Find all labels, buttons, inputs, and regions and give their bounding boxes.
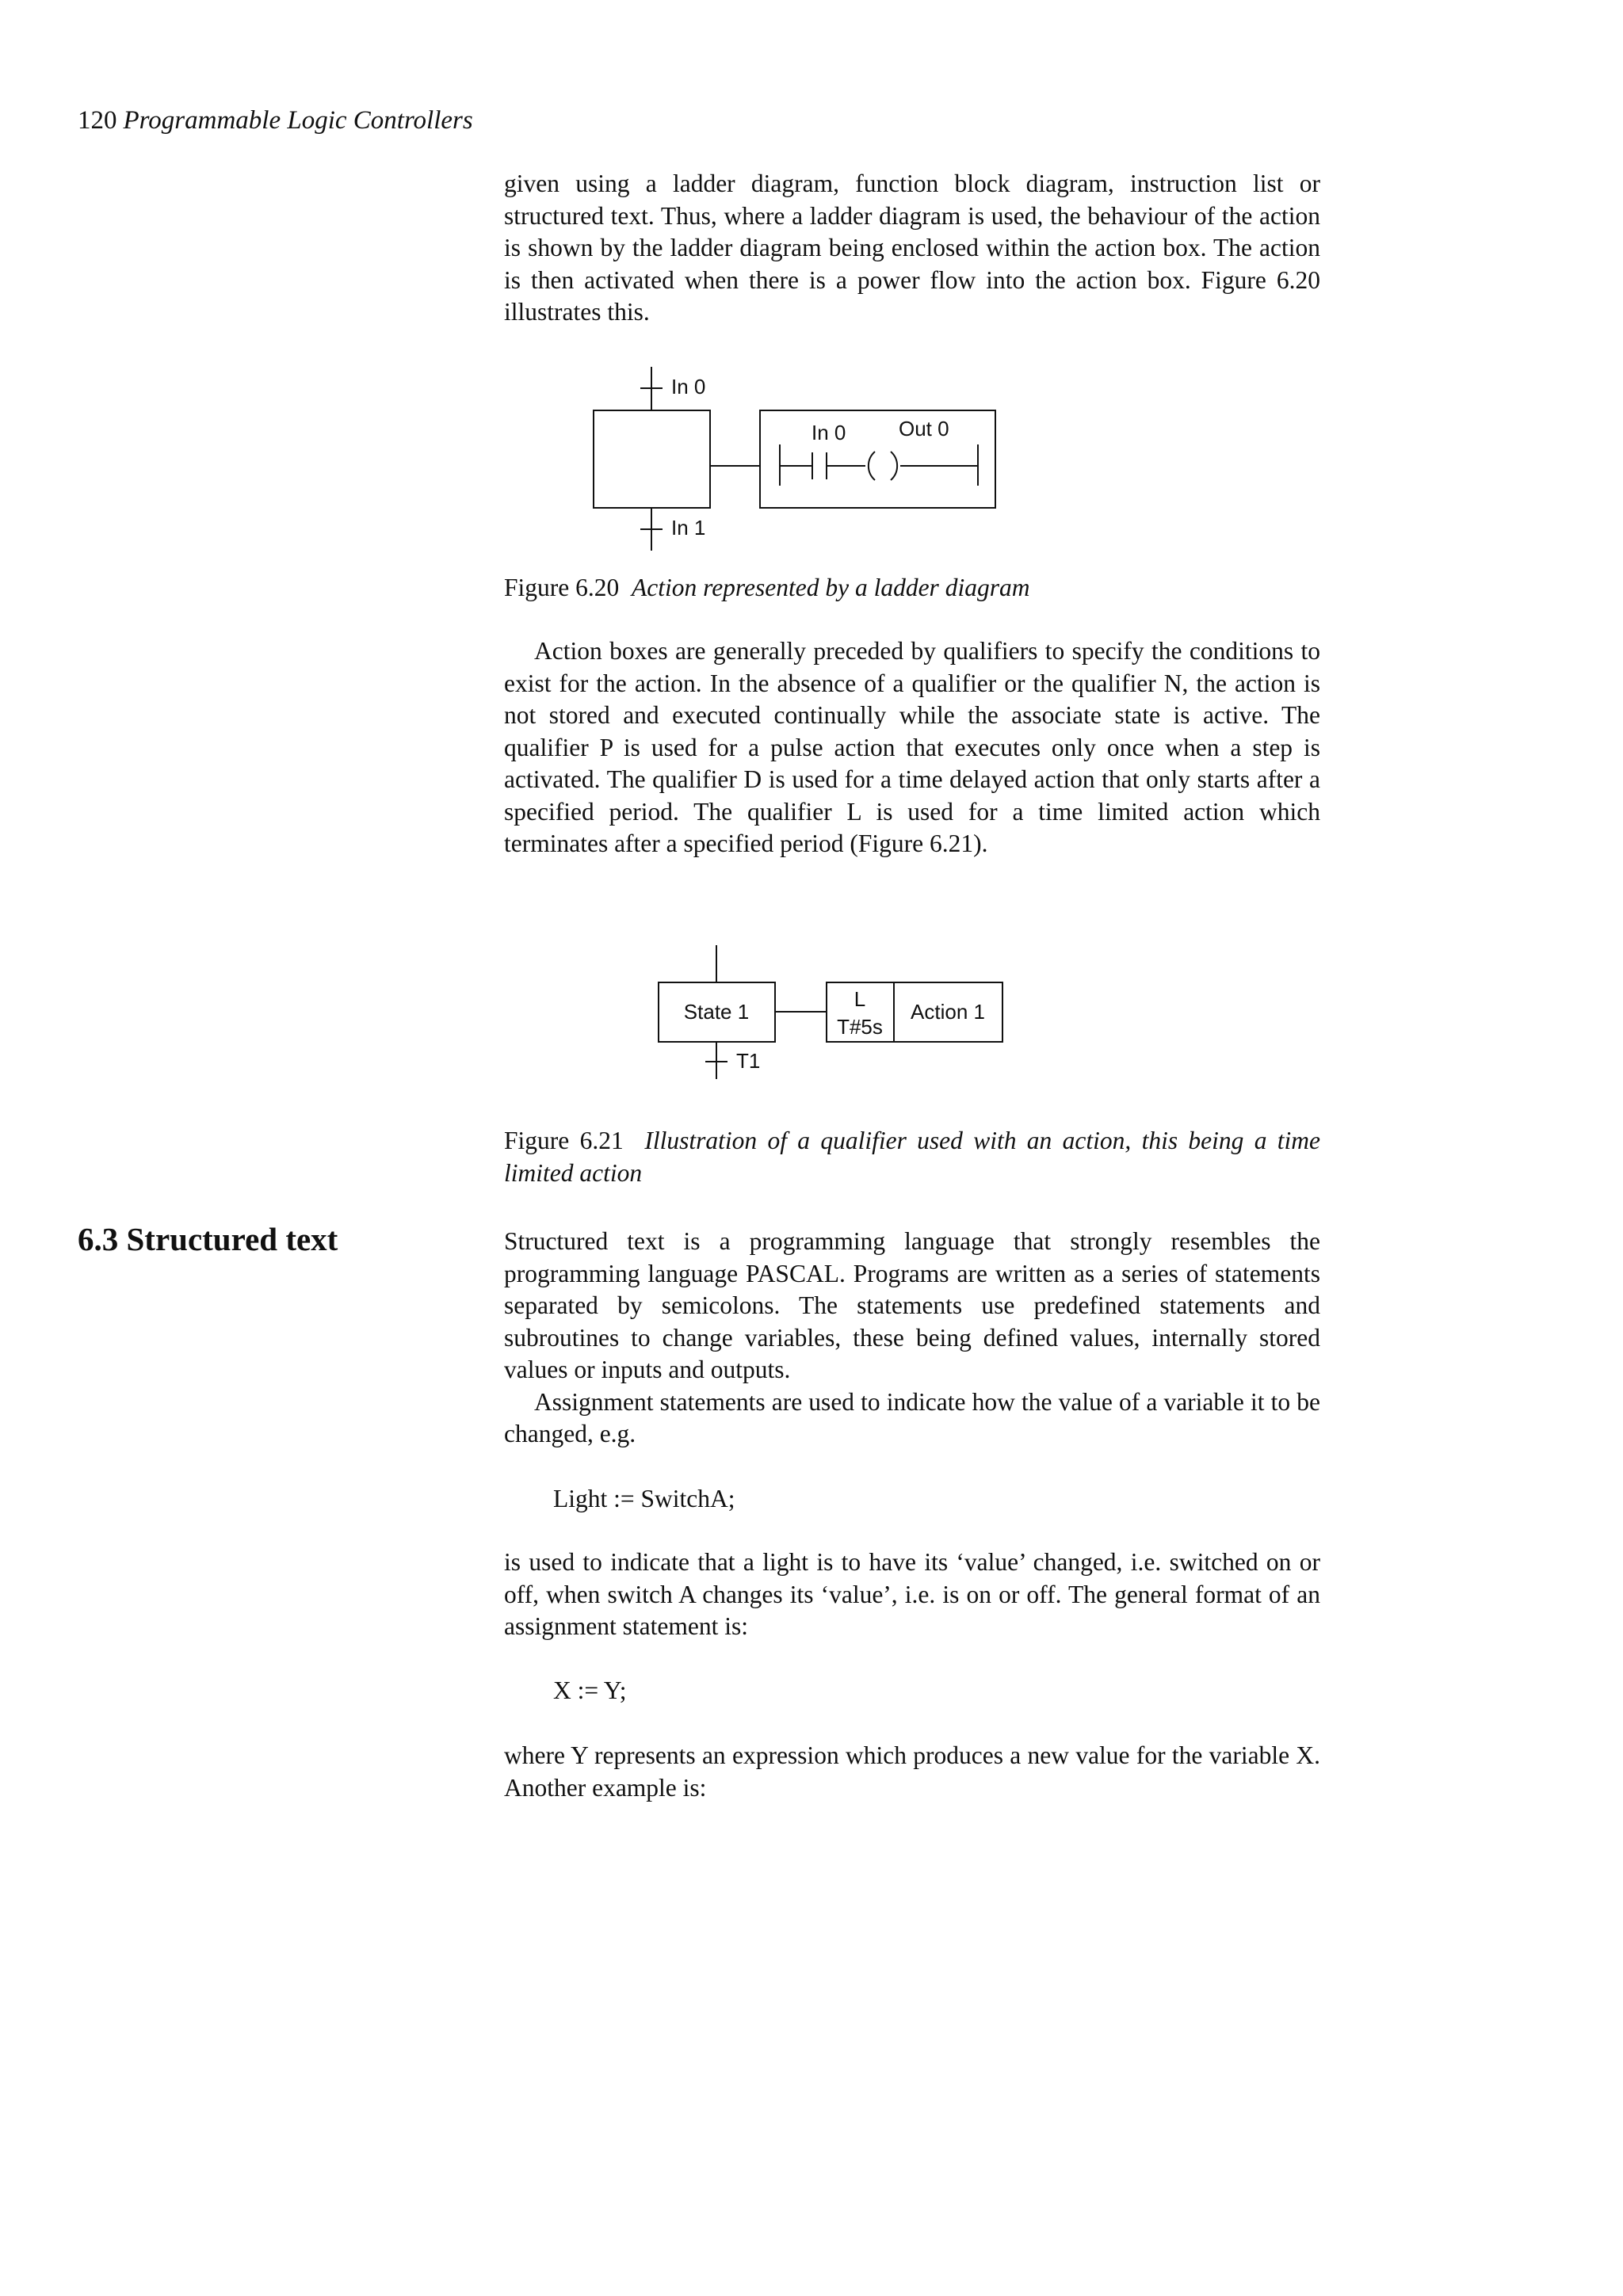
intro-block xyxy=(504,168,1320,329)
book-title: Programmable Logic Controllers xyxy=(123,106,473,135)
caption-text: Action represented by a ladder diagram xyxy=(632,574,1030,601)
qualifier-action-diagram xyxy=(504,939,1059,1097)
transition-label: T1 xyxy=(736,1049,761,1073)
qualifier-label: L xyxy=(854,987,866,1011)
code-example-2-block xyxy=(504,1675,1320,1707)
section-paragraph-4: where Y represents an expression which produces a new value for the variable X. Another example is: xyxy=(504,1741,1320,1802)
coil-left-arc xyxy=(869,452,875,480)
caption-text: Illustration of a qualifier used with an action, this being a time limited action xyxy=(504,1127,1321,1187)
figure-6-21 xyxy=(504,939,1059,1097)
caption-number: Figure 6.20 xyxy=(504,574,620,601)
figure-6-20 xyxy=(504,360,1059,559)
contact-label: In 0 xyxy=(812,421,846,444)
action-label: Action 1 xyxy=(911,1000,985,1024)
figure-caption xyxy=(504,572,1320,605)
code-example-2: X := Y; xyxy=(553,1676,627,1704)
intro-paragraph: given using a ladder diagram, function block diagram, instruction list or structured text. Thus, where a ladder diagram is used, the behaviour of the action is shown by the ladder diagram being enclosed within the action box. The action is then activated when there is a power flow into the action box. Figure 6.20 illustrates this. xyxy=(504,170,1320,326)
state-label: State 1 xyxy=(683,1000,750,1024)
section-paragraph-3: is used to indicate that a light is to have its ‘value’ changed, i.e. switched on or off, when switch A changes its ‘value’, i.e. is on or off. The general format of an assignment statement is: xyxy=(504,1548,1320,1640)
paragraph-3-block xyxy=(504,1547,1320,1643)
section-paragraph-1: Structured text is a programming language that strongly resembles the programming language PASCAL. Programs are written as a series of statements separated by semicolons. The statements use predefined statements and subroutines to change variables, these being defined values, internally stored values or inputs and outputs. xyxy=(504,1227,1320,1383)
caption-number: Figure 6.21 xyxy=(504,1127,624,1154)
code-example-1: Light := SwitchA; xyxy=(553,1485,735,1512)
section-paragraph-2: Assignment statements are used to indicate how the value of a variable it to be changed, e.g. xyxy=(504,1387,1320,1447)
transition-label-top: In 0 xyxy=(671,375,706,399)
step-box xyxy=(594,410,710,508)
qualifier-time-label: T#5s xyxy=(837,1015,883,1039)
section-heading: 6.3 Structured text xyxy=(78,1221,338,1257)
figure-6-21-caption-block xyxy=(504,1125,1320,1189)
ladder-action-diagram xyxy=(504,360,1059,559)
qualifier-paragraph: Action boxes are generally preceded by qualifiers to specify the conditions to exist for the action. In the absence of a qualifier or the qualifier N, the action is not stored and executed continually while the associate state is active. The qualifier P is used for a pulse action that executes only once when a step is activated. The qualifier D is used for a time delayed action that only starts after a specified period. The qualifier L is used for a time limited action which terminates after a specified period (Figure 6.21). xyxy=(504,637,1320,857)
code-example-1-block xyxy=(504,1483,1320,1515)
figure-caption xyxy=(504,1125,1320,1189)
coil-right-arc xyxy=(891,452,897,480)
section-body xyxy=(504,1226,1320,1451)
coil-label: Out 0 xyxy=(899,417,949,441)
qualifier-block xyxy=(504,635,1320,860)
page-number: 120 xyxy=(78,106,117,135)
paragraph-4-block xyxy=(504,1740,1320,1804)
transition-label-bottom: In 1 xyxy=(671,516,706,540)
action-box xyxy=(760,410,995,508)
figure-6-20-caption-block xyxy=(504,572,1320,605)
running-header xyxy=(78,108,473,134)
